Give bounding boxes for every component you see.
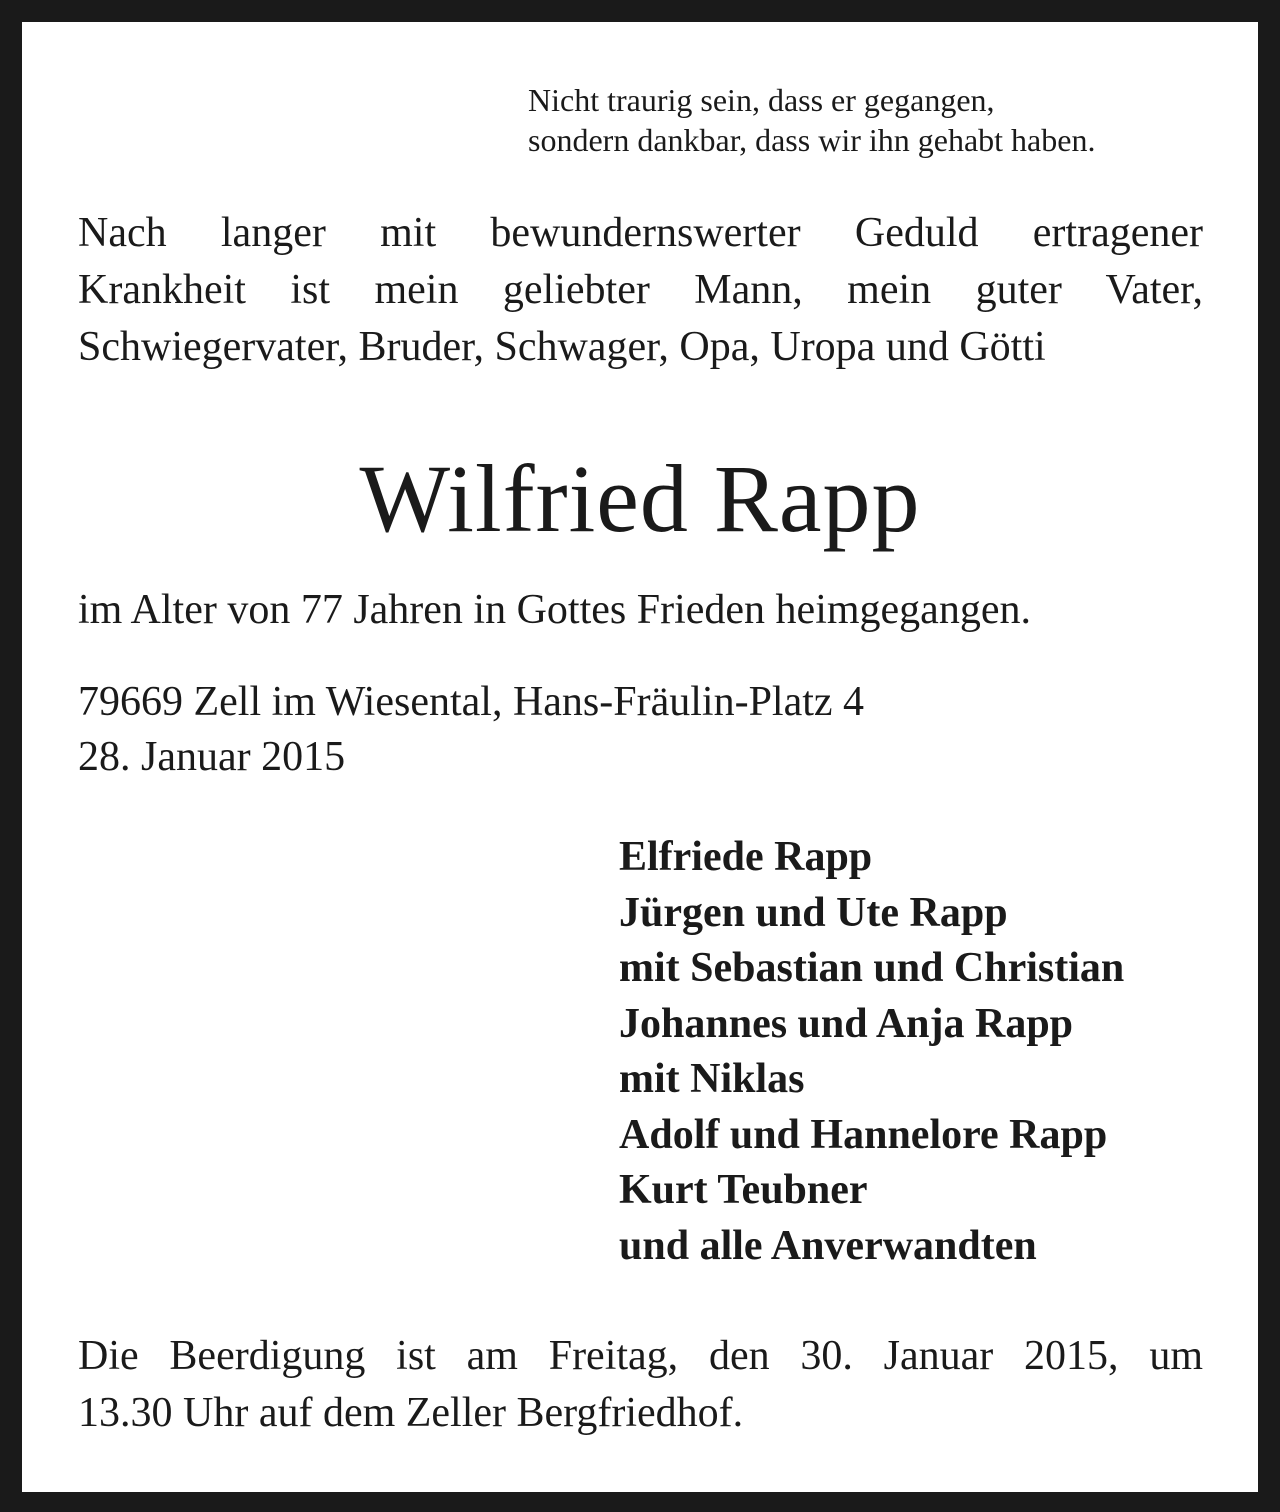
intro-line: Schwiegervater, Bruder, Schwager, Opa, Uropa und Götti	[78, 324, 1046, 370]
address: 79669 Zell im Wiesental, Hans-Fräulin-Platz 4	[78, 679, 865, 725]
mourner-item: mit Niklas	[619, 1056, 805, 1102]
intro-paragraph	[78, 205, 1203, 376]
mourner-item: Kurt Teubner	[619, 1167, 868, 1213]
mourner-item: und alle Anverwandten	[619, 1222, 1037, 1269]
mourner-item: Adolf und Hannelore Rapp	[619, 1111, 1108, 1158]
notice-date: 28. Januar 2015	[78, 734, 346, 780]
deceased-name: Wilfried Rapp	[359, 445, 921, 552]
intro-line: Krankheit ist mein geliebter Mann, mein guter Vater,	[78, 267, 1203, 313]
quote-line: sondern dankbar, dass wir ihn gehabt haben.	[528, 122, 1096, 158]
funeral-info	[78, 1328, 1203, 1442]
mourner-item: Jürgen und Ute Rapp	[619, 889, 1008, 936]
mourner-item: Johannes und Anja Rapp	[619, 1000, 1074, 1047]
mourner-item: Elfriede Rapp	[619, 834, 873, 880]
epigraph-quote	[528, 80, 1095, 160]
age-statement: im Alter von 77 Jahren in Gottes Frieden heimgegangen.	[78, 587, 1031, 633]
intro-line: Nach langer mit bewundernswerter Geduld ertragener	[78, 210, 1203, 256]
mourner-item: mit Sebastian und Christian	[619, 945, 1125, 991]
quote-line: Nicht traurig sein, dass er gegangen,	[528, 82, 995, 118]
funeral-line: Die Beerdigung ist am Freitag, den 30. Januar 2015, um	[78, 1333, 1203, 1379]
mourners-list	[619, 830, 1124, 1274]
place-and-date	[78, 675, 864, 785]
funeral-line: 13.30 Uhr auf dem Zeller Bergfriedhof.	[78, 1390, 744, 1436]
obituary-notice	[22, 22, 1258, 1492]
